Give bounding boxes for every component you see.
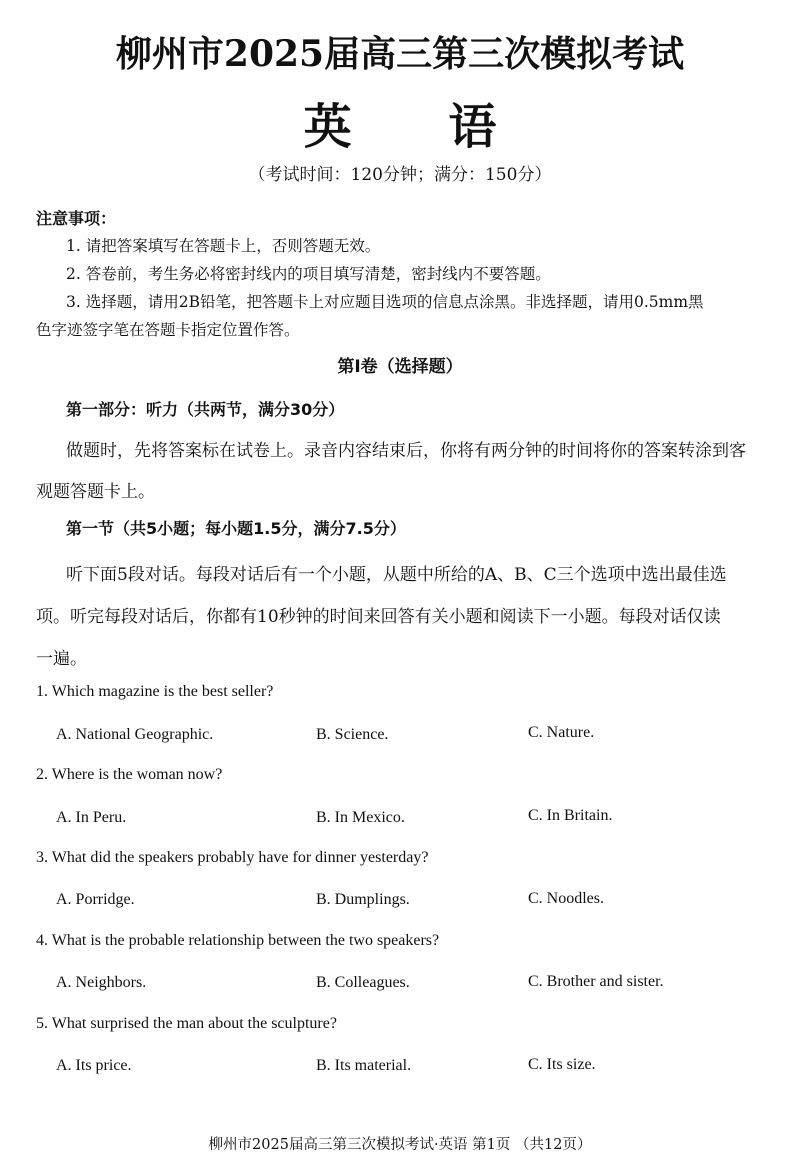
question-1-option-b: B. Science. — [316, 726, 389, 743]
question-5-option-c: C. Its size. — [528, 1056, 596, 1073]
subsection1-title: 第一节（共5小题；每小题1.5分，满分7.5分） — [66, 519, 406, 538]
subject-title: 英 语 — [303, 99, 537, 155]
subsection1-line1: 听下面5段对话。每段对话后有一个小题，从题中所给的A、B、C三个选项中选出最佳选 — [66, 565, 727, 585]
question-1-option-c: C. Nature. — [528, 724, 595, 741]
notes-heading: 注意事项： — [36, 209, 117, 228]
question-5-stem: 5. What surprised the man about the sculpture? — [36, 1015, 337, 1032]
question-3-option-a: A. Porridge. — [56, 891, 135, 908]
section-title: 第Ⅰ卷（选择题） — [337, 357, 463, 377]
question-1-stem: 1. Which magazine is the best seller? — [36, 683, 274, 700]
part1-instructions-line2: 观题答题卡上。 — [36, 482, 155, 502]
question-2-option-a: A. In Peru. — [56, 809, 127, 826]
question-4-stem: 4. What is the probable relationship between the two speakers? — [36, 932, 440, 949]
question-5-option-b: B. Its material. — [316, 1057, 412, 1074]
note-item-3: 3. 选择题，请用2B铅笔，把答题卡上对应题目选项的信息点涂黑。非选择题，请用0.5mm黑 — [66, 293, 704, 311]
subsection1-line3: 一遍。 — [36, 649, 87, 669]
question-4-option-c: C. Brother and sister. — [528, 973, 664, 990]
part1-instructions-line1: 做题时，先将答案标在试卷上。录音内容结束后，你将有两分钟的时间将你的答案转涂到客 — [66, 441, 746, 461]
question-2-option-b: B. In Mexico. — [316, 809, 405, 826]
question-3-option-b: B. Dumplings. — [316, 891, 410, 908]
question-3-stem: 3. What did the speakers probably have for dinner yesterday? — [36, 849, 429, 866]
question-2-stem: 2. Where is the woman now? — [36, 766, 223, 783]
exam-title: 柳州市2025届高三第三次模拟考试 — [115, 33, 685, 75]
part1-title: 第一部分：听力（共两节，满分30分） — [66, 400, 345, 419]
question-2-option-c: C. In Britain. — [528, 807, 613, 824]
note-item-1: 1. 请把答案填写在答题卡上，否则答题无效。 — [66, 237, 381, 255]
question-5-option-a: A. Its price. — [56, 1057, 132, 1074]
exam-info: （考试时间：120分钟；满分：150分） — [248, 165, 552, 185]
note-item-3-continued: 色字迹签字笔在答题卡指定位置作答。 — [36, 321, 300, 339]
subsection1-line2: 项。听完每段对话后，你都有10秒钟的时间来回答有关小题和阅读下一小题。每段对话仅读 — [36, 607, 721, 627]
question-3-option-c: C. Noodles. — [528, 890, 604, 907]
question-1-option-a: A. National Geographic. — [56, 726, 214, 743]
page-footer: 柳州市2025届高三第三次模拟考试·英语 第1页 （共12页） — [208, 1137, 592, 1153]
question-4-option-b: B. Colleagues. — [316, 974, 410, 991]
question-4-option-a: A. Neighbors. — [56, 974, 147, 991]
note-item-2: 2. 答卷前，考生务必将密封线内的项目填写清楚，密封线内不要答题。 — [66, 265, 551, 283]
